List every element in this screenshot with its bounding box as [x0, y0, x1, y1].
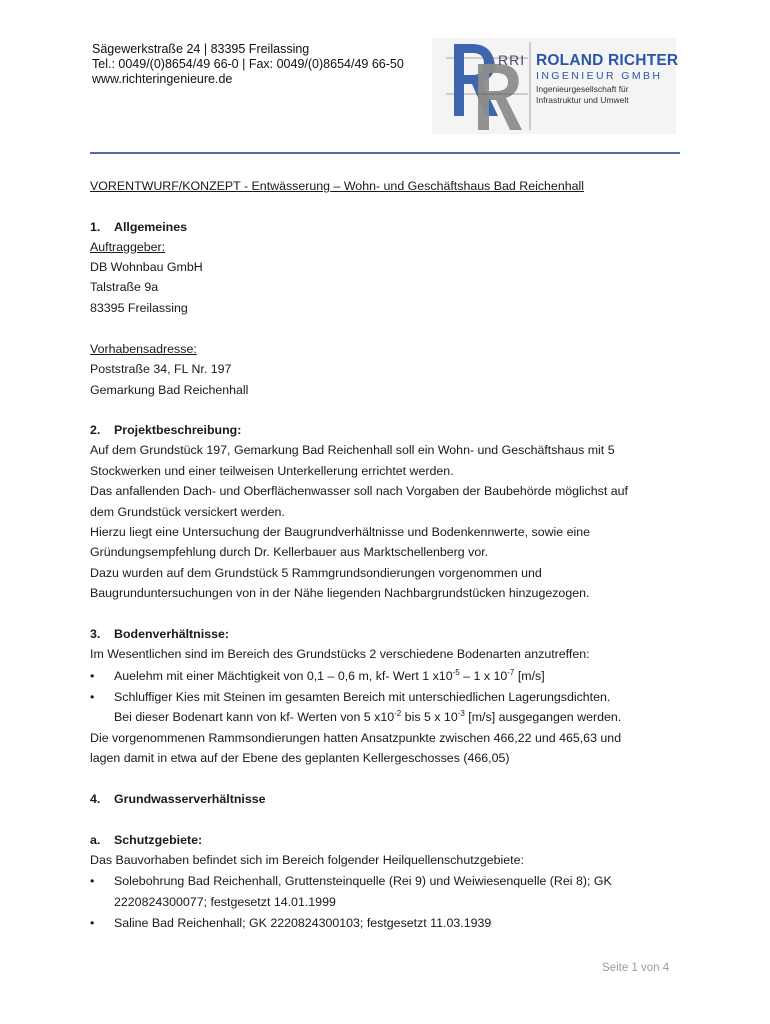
exponent: -7: [507, 667, 515, 677]
list-item-text: [90, 669, 545, 683]
paragraph-line: Hierzu liegt eine Untersuchung der Baugrundverhältnisse und Bodenkennwerte, sowie eine: [90, 525, 591, 539]
bullet-icon: •: [90, 916, 95, 930]
section-number: 1.: [90, 220, 101, 234]
project-address-line: Poststraße 34, FL Nr. 197: [90, 362, 232, 376]
project-address-line: Gemarkung Bad Reichenhall: [90, 383, 249, 397]
document-title: VORENTWURF/KONZEPT - Entwässerung – Wohn- und Geschäftshaus Bad Reichenhall: [90, 179, 584, 193]
header-divider: [90, 152, 680, 154]
paragraph-line: Stockwerken und einer teilweisen Unterkellerung errichtet werden.: [90, 464, 454, 478]
letterhead-address: [92, 42, 404, 87]
exponent: -5: [452, 667, 460, 677]
text-run: Auelehm mit einer Mächtigkeit von 0,1 – 0,6 m, kf- Wert 1 x10: [114, 669, 453, 683]
project-address-label: Vorhabensadresse:: [90, 342, 197, 356]
logo-company-name: ROLAND RICHTER: [536, 52, 679, 69]
list-item: [90, 689, 610, 705]
client-line: 83395 Freilassing: [90, 301, 188, 315]
section-title: Grundwasserverhältnisse: [114, 792, 266, 806]
section-number: 3.: [90, 627, 101, 641]
paragraph-line: Auf dem Grundstück 197, Gemarkung Bad Reichenhall soll ein Wohn- und Geschäftshaus mit 5: [90, 443, 615, 457]
subsection-title: Schutzgebiete:: [114, 833, 203, 847]
page-number: Seite 1 von 4: [602, 962, 670, 974]
company-logo: [432, 38, 679, 134]
subsection-a-heading: [90, 832, 202, 848]
section-2-heading: [90, 422, 241, 438]
paragraph-line: Das anfallenden Dach- und Oberflächenwasser soll nach Vorgaben der Baubehörde möglichst auf: [90, 484, 628, 498]
logo-abbr: RRI: [498, 52, 526, 68]
bullet-icon: •: [90, 690, 95, 704]
section-title: Allgemeines: [114, 220, 187, 234]
exponent: -2: [394, 708, 402, 718]
bullet-icon: •: [90, 874, 95, 888]
website-line: www.richteringenieure.de: [92, 72, 233, 86]
list-item-text: Solebohrung Bad Reichenhall, Gruttensteinquelle (Rei 9) und Weiwiesenquelle (Rei 8); GK: [114, 874, 612, 888]
client-line: DB Wohnbau GmbH: [90, 260, 203, 274]
section-number: 4.: [90, 792, 101, 806]
logo-tagline-line: Ingenieurgesellschaft für: [536, 84, 629, 94]
text-run: [m/s]: [514, 669, 545, 683]
subsection-number: a.: [90, 833, 101, 847]
paragraph-line: dem Grundstück versickert werden.: [90, 505, 285, 519]
logo-tagline-line: Infrastruktur und Umwelt: [536, 94, 629, 105]
section-number: 2.: [90, 423, 101, 437]
list-item: [90, 915, 491, 931]
list-item: [90, 873, 612, 889]
section-4-heading: [90, 791, 266, 807]
logo-subtitle: INGENIEUR GMBH: [536, 70, 663, 82]
contact-line: Tel.: 0049/(0)8654/49 66-0 | Fax: 0049/(0)8654/49 66-50: [92, 57, 404, 71]
paragraph-line: Die vorgenommenen Rammsondierungen hatten Ansatzpunkte zwischen 466,22 und 465,63 und: [90, 731, 622, 745]
section-3-heading: [90, 626, 229, 642]
list-item-continuation: [114, 709, 621, 725]
text-run: – 1 x 10: [459, 669, 508, 683]
paragraph-line: lagen damit in etwa auf der Ebene des geplanten Kellergeschosses (466,05): [90, 751, 510, 765]
list-item-continuation: 2220824300077; festgesetzt 14.01.1999: [114, 895, 336, 909]
text-run: bis 5 x 10: [401, 710, 458, 724]
paragraph-line: Im Wesentlichen sind im Bereich des Grundstücks 2 verschiedene Bodenarten anzutreffen:: [90, 647, 590, 661]
client-label: Auftraggeber:: [90, 240, 166, 254]
client-line: Talstraße 9a: [90, 280, 159, 294]
paragraph-line: Baugrunduntersuchungen von in der Nähe liegenden Nachbargrundstücken hinzugezogen.: [90, 586, 590, 600]
section-1-heading: [90, 219, 187, 235]
list-item-text: Schluffiger Kies mit Steinen im gesamten Bereich mit unterschiedlichen Lagerungsdichten.: [114, 690, 611, 704]
section-title: Projektbeschreibung:: [114, 423, 242, 437]
bullet-icon: •: [90, 669, 95, 683]
paragraph-line: Gründungsempfehlung durch Dr. Kellerbauer aus Marktschellenberg vor.: [90, 545, 489, 559]
list-item: [90, 668, 545, 684]
exponent: -3: [457, 708, 465, 718]
list-item-text: Saline Bad Reichenhall; GK 2220824300103; festgesetzt 11.03.1939: [114, 916, 492, 930]
text-run: Bei dieser Bodenart kann von kf- Werten von 5 x10: [114, 710, 395, 724]
logo-tagline: [536, 84, 629, 105]
paragraph-line: Dazu wurden auf dem Grundstück 5 Rammgrundsondierungen vorgenommen und: [90, 566, 542, 580]
text-run: [m/s] ausgegangen werden.: [464, 710, 622, 724]
paragraph-line: Das Bauvorhaben befindet sich im Bereich folgender Heilquellenschutzgebiete:: [90, 853, 524, 867]
section-title: Bodenverhältnisse:: [114, 627, 229, 641]
address-line: Sägewerkstraße 24 | 83395 Freilassing: [92, 42, 310, 56]
